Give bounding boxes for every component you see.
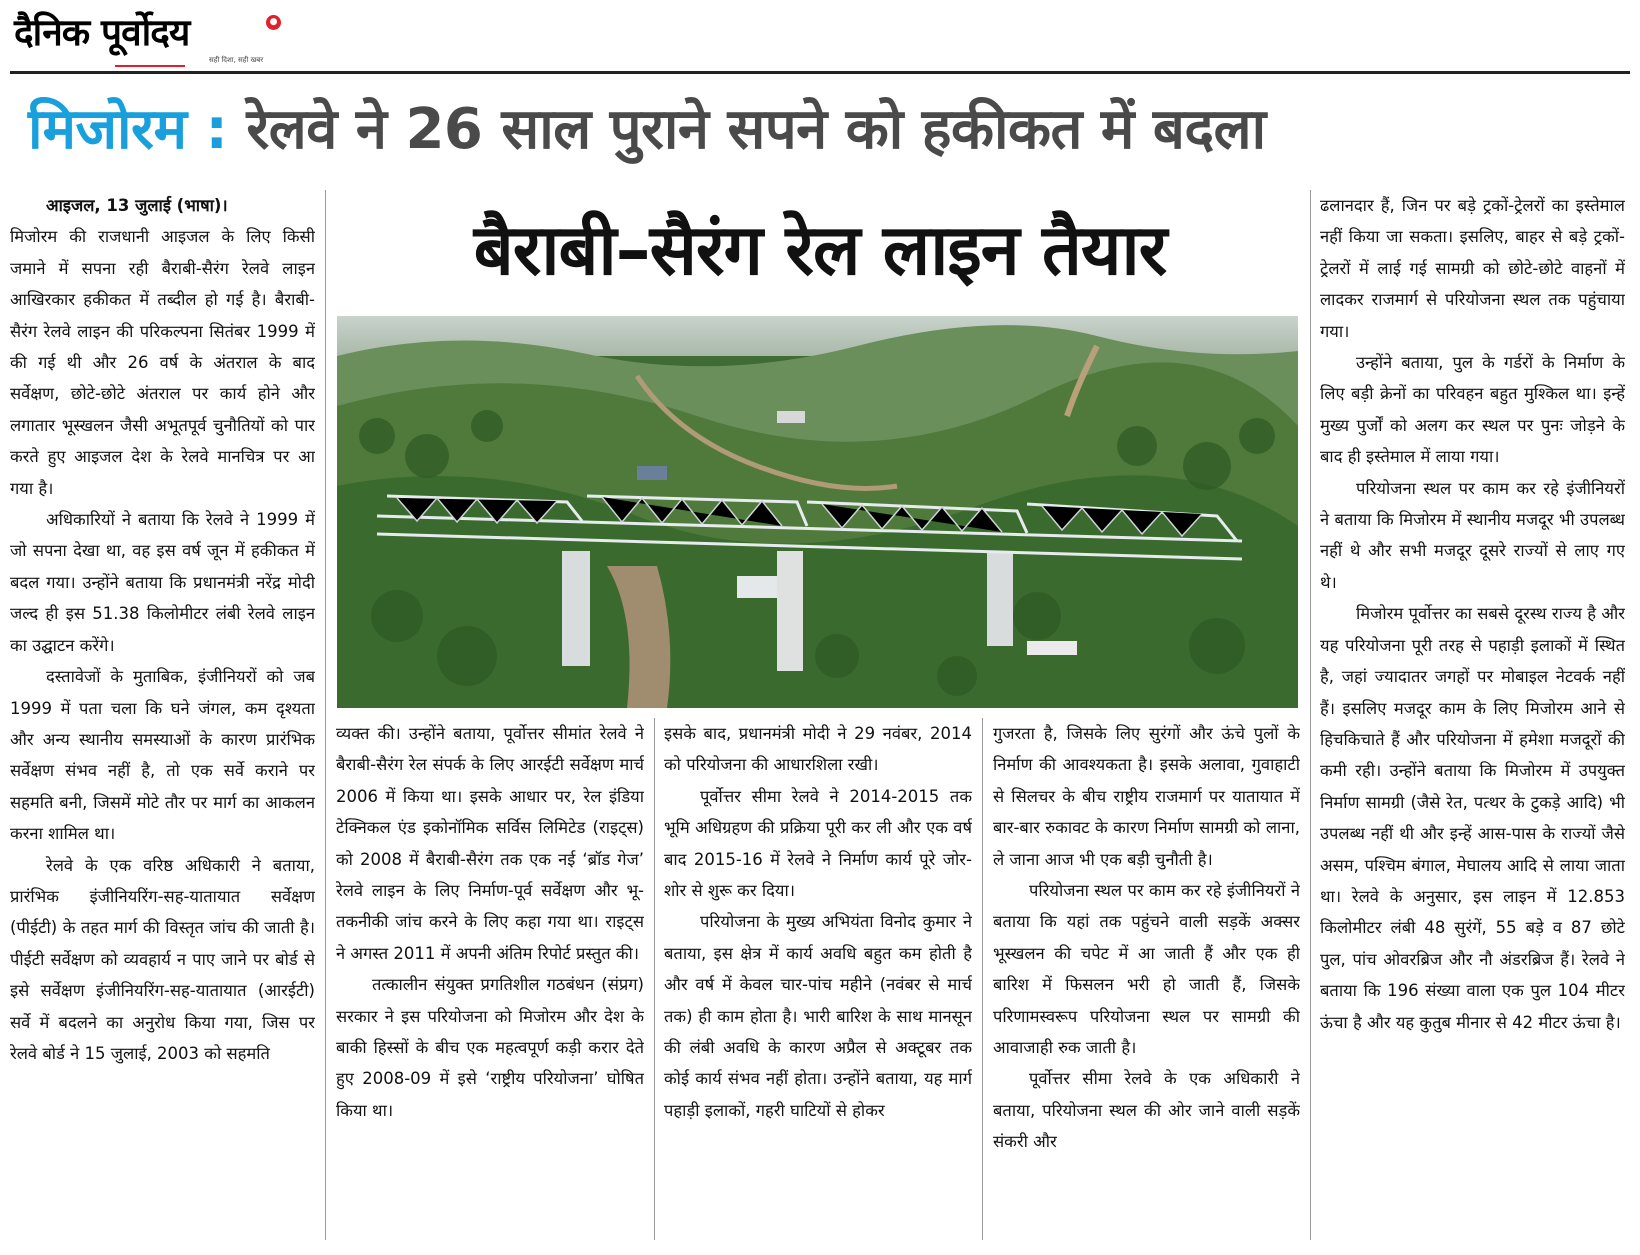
paragraph: तत्कालीन संयुक्त प्रगतिशील गठबंधन (संप्रग) सरकार ने इस परियोजना को मिजोरम और देश के बाकी हिस्सों के बीच एक महत्वपूर्ण कड़ी करार देते हुए 2008-09 में इसे ‘राष्ट्रीय परियोजना’ घोषित किया था। bbox=[336, 975, 644, 1120]
paragraph: परियोजना स्थल पर काम कर रहे इंजीनियरों ने बताया कि मिजोरम में स्थानीय मजदूर भी उपलब्ध नहीं थे और सभी मजदूर दूसरे राज्यों से लाए गए थे। bbox=[1320, 478, 1625, 592]
paragraph: इसके बाद, प्रधानमंत्री मोदी ने 29 नवंबर, 2014 को परियोजना की आधारशिला रखी। bbox=[664, 724, 972, 775]
bridge-photo bbox=[337, 316, 1298, 708]
column-rule bbox=[982, 718, 983, 1240]
paragraph: अधिकारियों ने बताया कि रेलवे ने 1999 में जो सपना देखा था, वह इस वर्ष जून में हकीकत में बदल गया। उन्होंने बताया कि प्रधानमंत्री नरेंद्र मोदी जल्द ही इस 51.38 किलोमीटर लंबी रेलवे लाइन का उद्घाटन करेंगे। bbox=[10, 510, 315, 655]
logo-dot-icon: ● bbox=[266, 15, 281, 30]
paragraph: परियोजना स्थल पर काम कर रहे इंजीनियरों ने बताया कि यहां तक पहुंचने वाली सड़कें अक्सर भूस्खलन की चपेट में आ जाती हैं और एक ही बारिश में फिसलन भरी हो जाती हैं, जिसके परिणामस्वरूप परियोजना स्थल पर सामग्री की आवाजाही रुक जाती है। bbox=[993, 881, 1300, 1058]
column-rule bbox=[654, 718, 655, 1240]
paragraph: मिजोरम की राजधानी आइजल के लिए किसी जमाने में सपना रही बैराबी-सैरंग रेलवे लाइन आखिरकार हकीकत में तब्दील हो गई है। बैराबी-सैरंग रेलवे लाइन की परिकल्पना सितंबर 1999 में की गई थी और 26 वर्ष के अंतराल के बाद सर्वेक्षण, छोटे-छोटे अंतराल पर कार्य होने और लगातार भूस्खलन जैसी अभूतपूर्व चुनौतियों को पार करते हुए आइजल देश के रेलवे मानचित्र पर आ गया है। bbox=[10, 227, 315, 498]
paragraph: पूर्वोत्तर सीमा रेलवे ने 2014-2015 तक भूमि अधिग्रहण की प्रक्रिया पूरी कर ली और एक वर्ष बाद 2015-16 में रेलवे ने निर्माण कार्य पूरे जोर-शोर से शुरू कर दिया। bbox=[664, 786, 972, 901]
headline-region: मिजोरम bbox=[28, 97, 187, 162]
paragraph: उन्होंने बताया, पुल के गर्डरों के निर्माण के लिए बड़ी क्रेनों का परिवहन बहुत मुश्किल था। इन्हें मुख्य पुर्जों को अलग कर स्थल पर पुनः जोड़ने के बाद ही इस्तेमाल में लाया गया। bbox=[1320, 353, 1625, 467]
column-rule bbox=[1310, 190, 1311, 1240]
paragraph: पूर्वोत्तर सीमा रेलवे के एक अधिकारी ने बताया, परियोजना स्थल की ओर जाने वाली सड़कें संकरी और bbox=[993, 1069, 1300, 1152]
masthead-accent-rule bbox=[115, 65, 185, 67]
article-column-4 bbox=[993, 718, 1300, 1240]
logo-tagline: सही दिशा, सही खबर bbox=[209, 56, 264, 64]
headline-colon: : bbox=[205, 97, 228, 162]
masthead bbox=[10, 6, 292, 72]
paragraph: मिजोरम पूर्वोत्तर का सबसे दूरस्थ राज्य है और यह परियोजना पूरी तरह से पहाड़ी इलाकों में स्थित है, जहां ज्यादातर जगहों पर मोबाइल नेटवर्क नहीं हैं। इसलिए मजदूर काम के लिए मिजोरम आने से हिचकिचाते हैं और परियोजना में हमेशा मजदूरों की कमी रही। उन्होंने बताया कि मिजोरम में उपयुक्त निर्माण सामग्री (जैसे रेत, पत्थर के टुकड़े आदि) भी उपलब्ध नहीं थी और इन्हें आस-पास के राज्यों जैसे असम, पश्चिम बंगाल, मेघालय आदि से लाया जाता था। रेलवे के अनुसार, इस लाइन में 12.853 किलोमीटर लंबी 48 सुरंगें, 55 बड़े व 87 छोटे पुल, पांच ओवरब्रिज और नौ अंडरब्रिज हैं। रेलवे ने बताया कि 196 संख्या वाला एक पुल 104 मीटर ऊंचा है और यह कुतुब मीनार से 42 मीटर ऊंचा है। bbox=[1320, 604, 1625, 1032]
bridge-photo-icon bbox=[337, 316, 1298, 708]
paragraph: रेलवे के एक वरिष्ठ अधिकारी ने बताया, प्रारंभिक इंजीनियरिंग-सह-यातायात सर्वेक्षण (पीईटी) के तहत मार्ग की विस्तृत जांच की जाती है। पीईटी सर्वेक्षण को व्यवहार्य न पाए जाने पर बोर्ड से इसे सर्वेक्षण इंजीनियरिंग-सह-यातायात (आरईटी) सर्वे में बदलने का अनुरोध किया गया, जिस पर रेलवे बोर्ड ने 15 जुलाई, 2003 को सहमति bbox=[10, 855, 315, 1063]
article-column-2 bbox=[336, 718, 644, 1240]
main-headline bbox=[28, 86, 1623, 174]
column-rule bbox=[325, 190, 326, 1240]
paragraph: दस्तावेजों के मुताबिक, इंजीनियरों को जब 1999 में पता चला कि घने जंगल, कम दृश्यता और अन्य स्थानीय समस्याओं के कारण प्रारंभिक सर्वेक्षण संभव नहीं है, तो एक सर्वे कराने पर सहमति बनी, जिसमें मोटे तौर पर मार्ग का आकलन करना शामिल था। bbox=[10, 667, 315, 844]
newspaper-logo: दैनिक पूर्वोदय bbox=[14, 10, 190, 54]
paragraph: ढलानदार हैं, जिन पर बड़े ट्रकों-ट्रेलरों का इस्तेमाल नहीं किया जा सकता। इसलिए, बाहर से बड़े ट्रकों-ट्रेलरों में लाई गई सामग्री को छोटे-छोटे वाहनों में लादकर राजमार्ग से परियोजना स्थल तक पहुंचाया गया। bbox=[1320, 196, 1625, 341]
paragraph: परियोजना के मुख्य अभियंता विनोद कुमार ने बताया, इस क्षेत्र में कार्य अवधि बहुत कम होती है और वर्ष में केवल चार-पांच महीने (नवंबर से मार्च तक) ही काम होता है। भारी बारिश के साथ मानसून की लंबी अवधि के कारण अप्रैल से अक्टूबर तक कोई कार्य संभव नहीं होता। उन्होंने बताया, यह मार्ग पहाड़ी इलाकों, गहरी घाटियों से होकर bbox=[664, 912, 972, 1120]
masthead-rule bbox=[10, 71, 1630, 74]
paragraph: गुजरता है, जिसके लिए सुरंगों और ऊंचे पुलों के निर्माण की आवश्यकता है। इसके अलावा, गुवाहाटी से सिलचर के बीच राष्ट्रीय राजमार्ग पर यातायात में बार-बार रुकावट के कारण निर्माण सामग्री को लाना, ले जाना आज भी एक बड़ी चुनौती है। bbox=[993, 724, 1300, 869]
article-column-5 bbox=[1320, 190, 1625, 1240]
article-column-3 bbox=[664, 718, 972, 1240]
sub-headline: बैराबी–सैरंग रेल लाइन तैयार bbox=[473, 209, 1167, 291]
headline-text: रेलवे ने 26 साल पुराने सपने को हकीकत में बदला bbox=[246, 97, 1266, 162]
paragraph: व्यक्त की। उन्होंने बताया, पूर्वोत्तर सीमांत रेलवे ने बैराबी-सैरंग रेल संपर्क के लिए आरईटी सर्वेक्षण मार्च 2006 में किया था। इसके आधार पर, रेल इंडिया टेक्निकल एंड इकोनॉमिक सर्विस लिमिटेड (राइट्स) को 2008 में बैराबी-सैरंग तक एक नई ‘ब्रॉड गेज’ रेलवे लाइन के लिए निर्माण-पूर्व सर्वेक्षण और भू-तकनीकी जांच करने के लिए कहा गया था। राइट्स ने अगस्त 2011 में अपनी अंतिम रिपोर्ट प्रस्तुत की। bbox=[336, 724, 644, 963]
dateline: आइजल, 13 जुलाई (भाषा)। bbox=[46, 196, 228, 215]
article-column-1 bbox=[10, 190, 315, 1240]
